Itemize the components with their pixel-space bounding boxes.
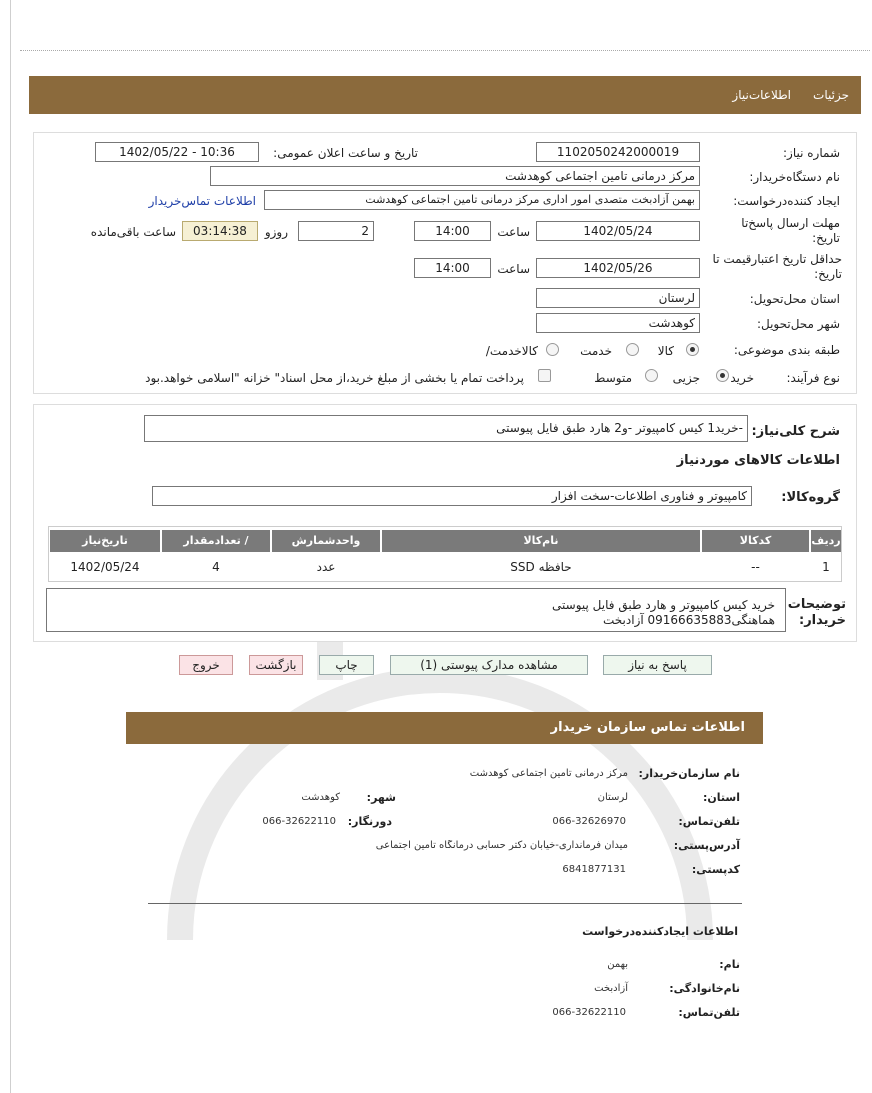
process-partial-label: جزیی <box>672 371 700 385</box>
buyer-contact-link[interactable]: اطلاعات تماس‌خریدار <box>148 194 256 208</box>
need-number-field: 1102050242000019 <box>536 142 700 162</box>
requester-name-label: نام: <box>719 958 740 971</box>
province-field: لرستان <box>536 288 700 308</box>
col-header-quantity: تعداد‌مقدار / <box>162 530 270 552</box>
details-header-bar <box>29 76 861 114</box>
contact-province-label: استان: <box>703 791 740 804</box>
process-medium-radio[interactable] <box>645 369 658 382</box>
process-medium-label: متوسط <box>594 371 632 385</box>
category-service-radio[interactable] <box>626 343 639 356</box>
goods-group-field: کامپیوتر و فناوری اطلاعات-سخت افزار <box>152 486 752 506</box>
back-button[interactable]: بازگشت <box>249 655 303 675</box>
buyer-notes-box <box>46 588 786 632</box>
city-label: شهر محل‌تحویل: <box>756 317 840 331</box>
contact-fax-label: دورنگار: <box>347 815 392 828</box>
buyer-notes-line1: خرید کیس کامپیوتر و هارد طبق فایل پیوستی <box>552 598 775 612</box>
requester-phone-value: 066-32622110 <box>552 1007 626 1018</box>
table-cell-code: -- <box>751 560 760 574</box>
tab-need-info[interactable]: اطلاعات‌نیاز <box>732 88 791 102</box>
buyer-org-label: نام دستگاه‌خریدار: <box>749 170 840 184</box>
buyer-contact-title: اطلاعات تماس سازمان خریدار <box>550 720 745 735</box>
treasury-payment-note: پرداخت تمام یا بخشی از مبلغ خرید،از محل اسناد" خزانه "اسلامی خواهد.بود <box>145 371 524 385</box>
announce-date-field: 1402/05/22 - 10:36 <box>95 142 259 162</box>
buyer-notes-line2: هماهنگی09166635883 آزادبخت <box>603 613 775 627</box>
contact-address-label: آدرس‌پستی: <box>673 839 740 852</box>
deadline-time-label: ساعت <box>497 225 530 239</box>
requester-family-label: نام‌خانوادگی: <box>669 982 740 995</box>
col-header-unit: واحدشمارش <box>272 530 380 552</box>
process-buy-label: خرید <box>730 371 754 385</box>
min-validity-date-field: 1402/05/26 <box>536 258 700 278</box>
deadline-date-field: 1402/05/24 <box>536 221 700 241</box>
buyer-contact-header <box>126 712 763 744</box>
col-header-code: کدکالا <box>702 530 809 552</box>
remaining-time-label: ساعت باقی‌مانده <box>90 225 176 239</box>
contact-divider <box>148 903 742 904</box>
table-cell-date: 1402/05/24 <box>70 560 140 574</box>
goods-info-title: اطلاعات کالاهای موردنیاز <box>676 453 840 468</box>
col-header-row: ردیف <box>811 530 841 552</box>
creator-field: بهمن آزادبخت متصدی امور اداری مرکز درمانی تامین اجتماعی کوهدشت <box>264 190 700 210</box>
goods-group-label: گروه‌کالا: <box>781 490 840 505</box>
table-cell-row: 1 <box>822 560 830 574</box>
contact-province-value: لرستان <box>597 792 628 803</box>
contact-phone-value: 066-32626970 <box>552 816 626 827</box>
contact-address-value: میدان فرمانداری-خیابان دکتر حسابی درمانگاه تامین اجتماعی <box>375 840 628 851</box>
table-cell-unit: عدد <box>316 560 336 574</box>
announce-label: تاریخ و ساعت اعلان عمومی: <box>273 146 418 160</box>
tab-details[interactable]: جزئیات <box>813 88 849 102</box>
table-cell-quantity: 4 <box>212 560 220 574</box>
creator-label: ایجاد کننده‌درخواست: <box>733 194 840 208</box>
days-field: 2 <box>298 221 374 241</box>
category-label: طبقه بندی موضوعی: <box>733 343 840 357</box>
remaining-time-display: 03:14:38 <box>182 221 258 241</box>
min-validity-time-field: 14:00 <box>414 258 491 278</box>
days-label: روزو <box>264 225 288 239</box>
view-attachments-button[interactable]: مشاهده مدارک پیوستی (1) <box>390 655 588 675</box>
treasury-payment-checkbox[interactable] <box>538 369 551 382</box>
requester-family-value: آزادبخت <box>594 983 628 994</box>
print-button[interactable]: چاپ <box>319 655 374 675</box>
buyer-notes-label: توضیحات خریدار: <box>787 597 846 628</box>
province-label: استان محل‌تحویل: <box>749 292 840 306</box>
contact-city-value: کوهدشت <box>301 792 340 803</box>
requester-phone-label: تلفن‌تماس: <box>678 1006 740 1019</box>
contact-phone-label: تلفن‌تماس: <box>678 815 740 828</box>
general-desc-field: -خرید1 کیس کامپیوتر -و2 هارد طبق فایل پیوستی <box>144 415 748 442</box>
col-header-date: تاریخ‌نیاز <box>50 530 160 552</box>
category-goods-radio[interactable] <box>686 343 699 356</box>
contact-fax-value: 066-32622110 <box>262 816 336 827</box>
process-label: نوع فرآیند: <box>786 371 840 385</box>
deadline-time-field: 14:00 <box>414 221 491 241</box>
contact-postal-label: کد‌پستی: <box>691 863 740 876</box>
col-header-name: نام‌کالا <box>382 530 700 552</box>
process-partial-radio[interactable] <box>716 369 729 382</box>
category-both-label: کالا‌خدمت/ <box>485 344 538 358</box>
org-name-label: نام سازمان‌خریدار: <box>638 767 740 780</box>
org-name-value: مرکز درمانی تامین اجتماعی کوهدشت <box>469 768 628 779</box>
min-validity-label: حداقل تاریخ اعتبار‌قیمت تا تاریخ: <box>712 252 842 281</box>
general-desc-label: شرح کلی‌نیاز: <box>751 424 840 439</box>
category-goods-label: کالا <box>657 344 674 358</box>
min-validity-time-label: ساعت <box>497 262 530 276</box>
requester-title: اطلاعات ایجاد‌کننده‌درخواست <box>582 925 738 938</box>
table-cell-name: حافظه SSD <box>510 560 572 574</box>
exit-button[interactable]: خروج <box>179 655 233 675</box>
city-field: کوهدشت <box>536 313 700 333</box>
need-number-label: شماره نیاز: <box>783 146 840 160</box>
contact-city-label: شهر: <box>366 791 396 804</box>
category-service-label: خدمت <box>580 344 612 358</box>
buyer-org-field: مرکز درمانی تامین اجتماعی کوهدشت <box>210 166 700 186</box>
contact-postal-value: 6841877131 <box>562 864 626 875</box>
reply-button[interactable]: پاسخ به نیاز <box>603 655 712 675</box>
category-both-radio[interactable] <box>546 343 559 356</box>
deadline-label: مهلت ارسال پاسخ‌تا تاریخ: <box>741 216 840 245</box>
top-divider <box>20 50 870 51</box>
requester-name-value: بهمن <box>607 959 628 970</box>
